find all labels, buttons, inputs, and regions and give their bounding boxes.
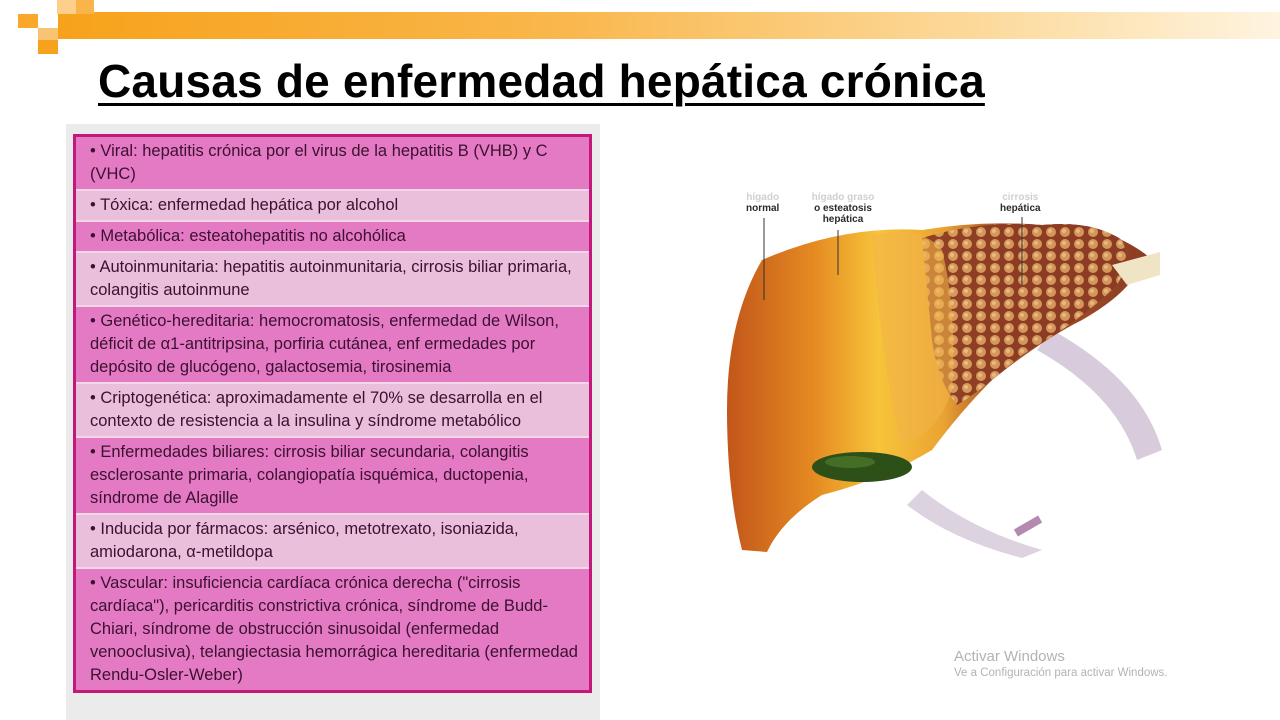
causes-table-frame [66,124,600,720]
decorative-square [38,40,58,54]
decorative-square [38,28,58,40]
decorative-square [57,0,77,14]
cause-row-genetic: • Genético-hereditaria: hemocromatosis, enfermedad de Wilson, déficit de α1-antitripsina, porfiria cutánea, enf ermedades por depósito de glucógeno, galactosemia, tirosinemia [76,305,589,382]
watermark-title: Activar Windows [954,648,1065,665]
label-normal-liver: hígado normal [746,192,780,214]
cause-row-vascular: • Vascular: insuficiencia cardíaca crónica derecha ("cirrosis cardíaca"), pericarditis constrictiva crónica, síndrome de Budd-Chiari, síndrome de obstrucción sinusoidal (enfermedad venooclusiva), telangiectasia hemorrágica hereditaria (enfermedad Rendu-Osler-Weber) [76,567,589,690]
cause-row-viral: • Viral: hepatitis crónica por el virus de la hepatitis B (VHB) y C (VHC) [76,137,589,189]
causes-table [73,134,592,693]
decorative-square [18,14,38,28]
cause-row-biliary: • Enfermedades biliares: cirrosis biliar secundaria, colangitis esclerosante primaria, colangiopatía isquémica, ductopenia, síndrome de Alagille [76,436,589,513]
label-fatty-liver: hígado graso o esteatosis hepática [811,192,875,225]
label-cirrhosis: cirrosis hepática [1000,192,1041,214]
cause-row-autoimmune: • Autoinmunitaria: hepatitis autoinmunitaria, cirrosis biliar primaria, colangitis autoinmune [76,251,589,305]
cause-row-toxic: • Tóxica: enfermedad hepática por alcohol [76,189,589,220]
windows-activation-watermark [954,648,1168,681]
cause-row-drug-induced: • Inducida por fármacos: arsénico, metotrexato, isoniazida, amiodarona, α-metildopa [76,513,589,567]
decorative-square [76,0,94,14]
watermark-subtitle: Ve a Configuración para activar Windows. [954,667,1168,679]
cause-row-cryptogenic: • Criptogenética: aproximadamente el 70% se desarrolla en el contexto de resistencia a la insulina y síndrome metabólico [76,382,589,436]
slide-title: Causas de enfermedad hepática crónica [98,55,985,107]
header-decoration-bar [58,12,1280,39]
liver-illustration [722,190,1162,558]
liver-drawing [722,190,1162,558]
cause-row-metabolic: • Metabólica: esteatohepatitis no alcohólica [76,220,589,251]
